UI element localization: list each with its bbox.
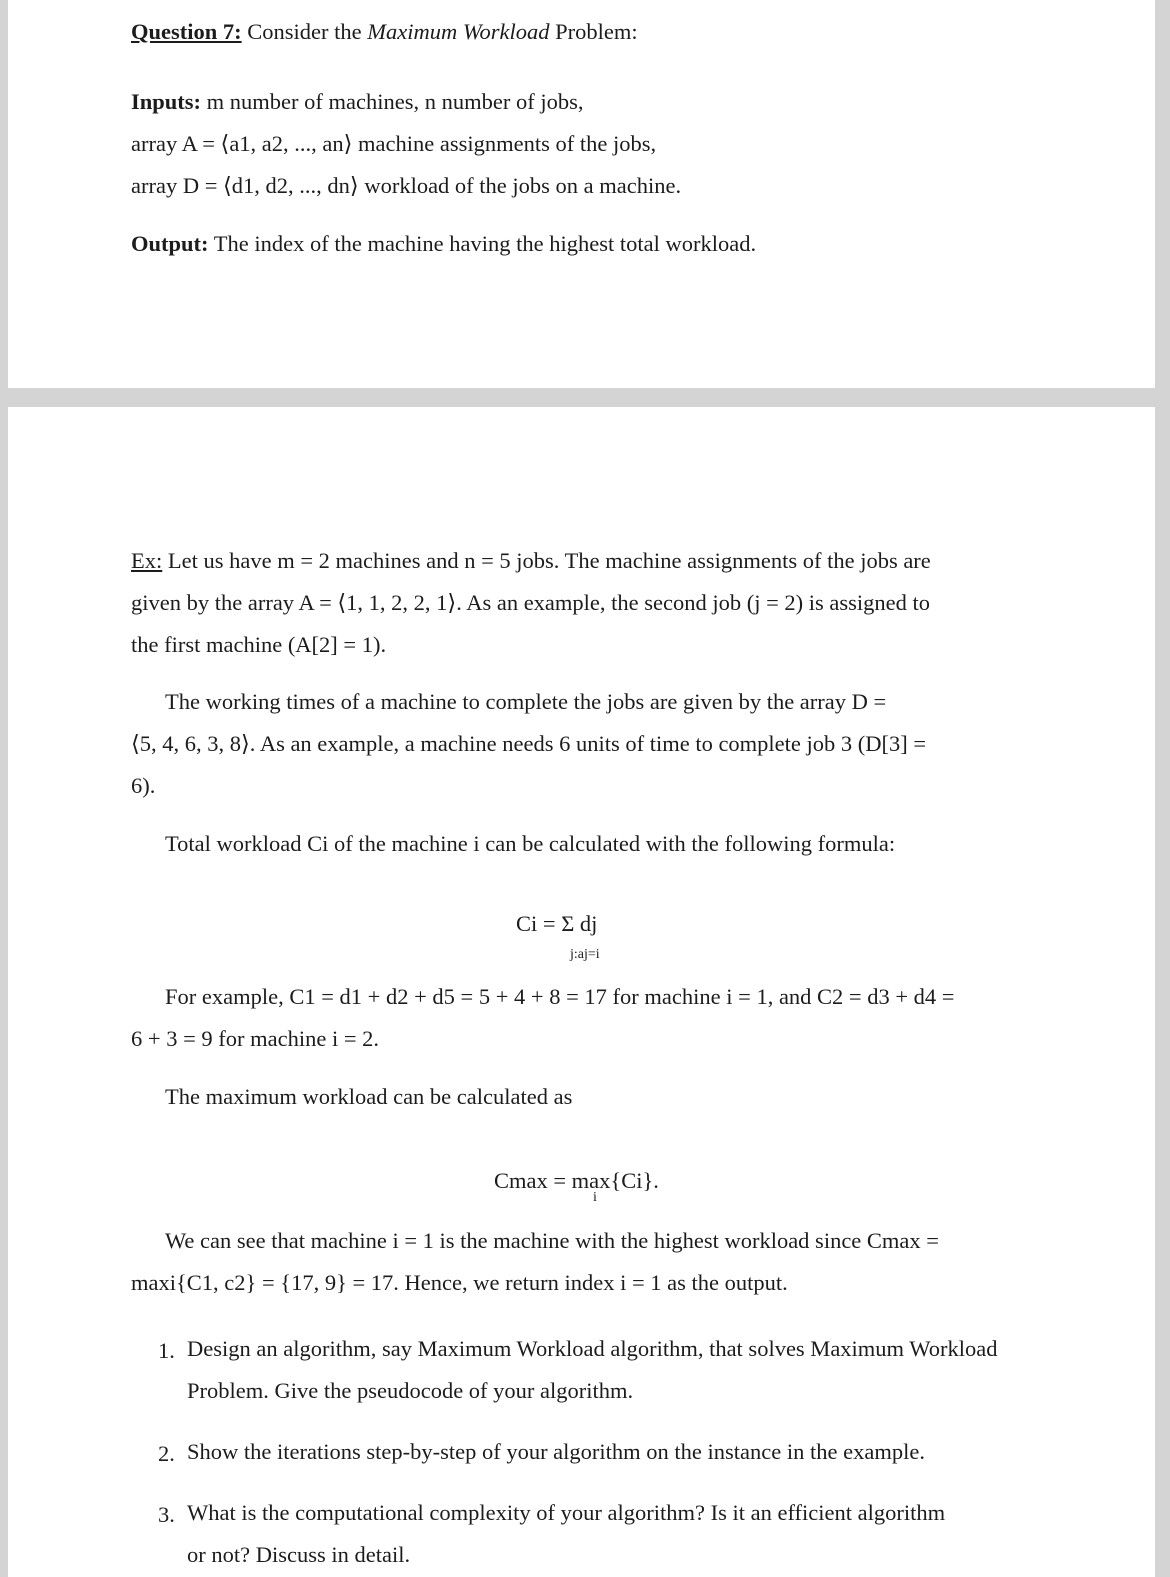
working-times-line-2: ⟨5, 4, 6, 3, 8⟩. As an example, a machine needs 6 units of time to complete job 3 (D[3] = <box>131 731 927 756</box>
task-1-line-2: Problem. Give the pseudocode of your algorithm. <box>187 1378 634 1403</box>
inputs-line-1: Inputs: m number of machines, n number of jobs, <box>131 89 584 114</box>
task-1-line-1: Design an algorithm, say Maximum Workload algorithm, that solves Maximum Workload <box>187 1336 998 1361</box>
working-times-line-3: 6). <box>131 773 156 798</box>
output-line: Output: The index of the machine having the highest total workload. <box>131 231 757 256</box>
example-line-2: given by the array A = ⟨1, 1, 2, 2, 1⟩. As an example, the second job (j = 2) is assigned to <box>131 590 931 615</box>
workload-formula: Ci = Σ dj <box>516 911 598 936</box>
max-formula: Cmax = max{Ci}. <box>494 1168 659 1193</box>
task-1-number: 1. <box>158 1338 175 1363</box>
page-bottom <box>8 407 1155 1577</box>
question-heading: Question 7: Consider the Maximum Workload Problem: <box>131 19 638 44</box>
total-workload-line: Total workload Ci of the machine i can be calculated with the following formula: <box>165 831 896 856</box>
max-formula-subscript: i <box>593 1190 597 1205</box>
working-times-line-1: The working times of a machine to complete the jobs are given by the array D = <box>165 689 887 714</box>
max-workload-line: The maximum workload can be calculated as <box>165 1084 573 1109</box>
inputs-text-1: m number of machines, n number of jobs, <box>206 89 584 114</box>
task-2-number: 2. <box>158 1441 175 1466</box>
output-text: The index of the machine having the highest total workload. <box>213 231 757 256</box>
example-line-1: Ex: Let us have m = 2 machines and n = 5 jobs. The machine assignments of the jobs are <box>131 548 931 573</box>
task-2-line-1: Show the iterations step-by-step of your algorithm on the instance in the example. <box>187 1439 925 1464</box>
example-text-1: Let us have m = 2 machines and n = 5 jobs. The machine assignments of the jobs are <box>167 548 931 573</box>
task-3-line-1: What is the computational complexity of your algorithm? Is it an efficient algorithm <box>187 1500 946 1525</box>
task-3-line-2: or not? Discuss in detail. <box>187 1542 411 1567</box>
page-top <box>8 0 1155 388</box>
example-line-3: the first machine (A[2] = 1). <box>131 632 387 657</box>
workload-formula-subscript: j:aj=i <box>570 947 600 962</box>
example-calc-line-1: For example, C1 = d1 + d2 + d5 = 5 + 4 + 8 = 17 for machine i = 1, and C2 = d3 + d4 = <box>165 984 955 1009</box>
example-calc-line-2: 6 + 3 = 9 for machine i = 2. <box>131 1026 380 1051</box>
conclusion-line-2: maxi{C1, c2} = {17, 9} = 17. Hence, we return index i = 1 as the output. <box>131 1270 788 1295</box>
task-3-number: 3. <box>158 1502 175 1527</box>
conclusion-line-1: We can see that machine i = 1 is the machine with the highest workload since Cmax = <box>165 1228 939 1253</box>
inputs-line-3: array D = ⟨d1, d2, ..., dn⟩ workload of the jobs on a machine. <box>131 173 682 198</box>
inputs-line-2: array A = ⟨a1, a2, ..., an⟩ machine assignments of the jobs, <box>131 131 657 156</box>
